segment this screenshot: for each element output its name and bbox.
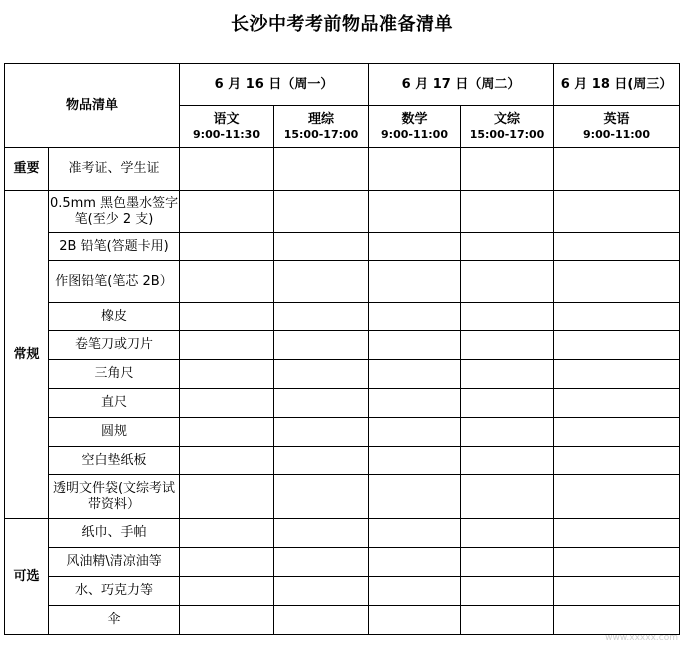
check-cell[interactable] (554, 233, 680, 261)
check-cell[interactable] (180, 331, 274, 360)
check-cell[interactable] (554, 519, 680, 548)
check-cell[interactable] (461, 606, 554, 635)
subject-name: 英语 (603, 111, 630, 127)
check-cell[interactable] (180, 548, 274, 577)
check-cell[interactable] (369, 148, 461, 191)
check-cell[interactable] (369, 303, 461, 331)
item-label: 直尺 (49, 389, 180, 418)
check-cell[interactable] (461, 261, 554, 303)
check-cell[interactable] (274, 418, 369, 447)
check-cell[interactable] (369, 191, 461, 233)
check-cell[interactable] (461, 548, 554, 577)
check-cell[interactable] (369, 447, 461, 475)
day-header-2: 6 月 17 日（周二） (369, 64, 554, 106)
check-cell[interactable] (180, 475, 274, 519)
item-label: 空白垫纸板 (49, 447, 180, 475)
item-label: 作图铅笔(笔芯 2B） (49, 261, 180, 303)
check-cell[interactable] (369, 606, 461, 635)
item-label: 准考证、学生证 (49, 148, 180, 191)
check-cell[interactable] (369, 331, 461, 360)
check-cell[interactable] (274, 447, 369, 475)
check-cell[interactable] (461, 577, 554, 606)
subject-header-3 (369, 106, 461, 148)
items-header: 物品清单 (5, 64, 180, 148)
check-cell[interactable] (369, 233, 461, 261)
check-cell[interactable] (274, 548, 369, 577)
check-cell[interactable] (554, 577, 680, 606)
check-cell[interactable] (180, 233, 274, 261)
subject-header-5 (554, 106, 680, 148)
check-cell[interactable] (554, 475, 680, 519)
check-cell[interactable] (180, 148, 274, 191)
check-cell[interactable] (369, 475, 461, 519)
check-cell[interactable] (369, 418, 461, 447)
check-cell[interactable] (554, 303, 680, 331)
check-cell[interactable] (461, 519, 554, 548)
check-cell[interactable] (554, 331, 680, 360)
check-cell[interactable] (554, 606, 680, 635)
check-cell[interactable] (369, 389, 461, 418)
subject-header-2 (274, 106, 369, 148)
subject-name: 理综 (308, 111, 335, 127)
subject-header-4 (461, 106, 554, 148)
check-cell[interactable] (461, 475, 554, 519)
check-cell[interactable] (180, 389, 274, 418)
document-title: 长沙中考考前物品准备清单 (231, 14, 453, 35)
check-cell[interactable] (180, 191, 274, 233)
item-label: 橡皮 (49, 303, 180, 331)
check-cell[interactable] (554, 191, 680, 233)
check-cell[interactable] (554, 447, 680, 475)
check-cell[interactable] (461, 331, 554, 360)
check-cell[interactable] (274, 519, 369, 548)
subject-time: 9:00-11:30 (193, 127, 260, 141)
check-cell[interactable] (180, 303, 274, 331)
item-label: 2B 铅笔(答题卡用) (49, 233, 180, 261)
check-cell[interactable] (461, 191, 554, 233)
category-regular: 常规 (5, 191, 49, 519)
check-cell[interactable] (180, 447, 274, 475)
check-cell[interactable] (180, 519, 274, 548)
watermark: www.xxxxx.com (605, 633, 678, 643)
check-cell[interactable] (461, 389, 554, 418)
check-cell[interactable] (274, 148, 369, 191)
subject-time: 9:00-11:00 (583, 127, 650, 141)
subject-time: 15:00-17:00 (283, 127, 359, 141)
check-cell[interactable] (461, 148, 554, 191)
check-cell[interactable] (369, 519, 461, 548)
check-cell[interactable] (461, 233, 554, 261)
day-header-3: 6 月 18 日(周三） (554, 64, 680, 106)
category-important: 重要 (5, 148, 49, 191)
check-cell[interactable] (274, 475, 369, 519)
subject-name: 数学 (401, 111, 428, 127)
subject-time: 15:00-17:00 (469, 127, 545, 141)
check-cell[interactable] (369, 577, 461, 606)
item-label: 圆规 (49, 418, 180, 447)
check-cell[interactable] (180, 577, 274, 606)
check-cell[interactable] (369, 261, 461, 303)
checklist-table (4, 63, 680, 635)
check-cell[interactable] (461, 447, 554, 475)
item-label: 0.5mm 黑色墨水签字笔(至少 2 支) (49, 191, 180, 233)
check-cell[interactable] (274, 606, 369, 635)
check-cell[interactable] (180, 418, 274, 447)
subject-name: 语文 (213, 111, 240, 127)
check-cell[interactable] (274, 191, 369, 233)
check-cell[interactable] (554, 418, 680, 447)
check-cell[interactable] (274, 389, 369, 418)
check-cell[interactable] (554, 389, 680, 418)
check-cell[interactable] (180, 606, 274, 635)
check-cell[interactable] (554, 360, 680, 389)
check-cell[interactable] (554, 261, 680, 303)
check-cell[interactable] (369, 360, 461, 389)
check-cell[interactable] (461, 360, 554, 389)
check-cell[interactable] (274, 360, 369, 389)
check-cell[interactable] (274, 577, 369, 606)
check-cell[interactable] (274, 303, 369, 331)
check-cell[interactable] (369, 548, 461, 577)
check-cell[interactable] (461, 418, 554, 447)
item-label: 三角尺 (49, 360, 180, 389)
check-cell[interactable] (554, 148, 680, 191)
item-label: 水、巧克力等 (49, 577, 180, 606)
item-label: 卷笔刀或刀片 (49, 331, 180, 360)
item-label: 伞 (49, 606, 180, 635)
check-cell[interactable] (554, 548, 680, 577)
subject-header-1 (180, 106, 274, 148)
item-label: 风油精\清凉油等 (49, 548, 180, 577)
subject-time: 9:00-11:00 (381, 127, 448, 141)
day-header-1: 6 月 16 日（周一） (180, 64, 369, 106)
item-label: 透明文件袋(文综考试带资料） (49, 475, 180, 519)
check-cell[interactable] (461, 303, 554, 331)
category-optional: 可选 (5, 519, 49, 635)
check-cell[interactable] (274, 331, 369, 360)
check-cell[interactable] (180, 360, 274, 389)
check-cell[interactable] (274, 261, 369, 303)
subject-name: 文综 (494, 111, 521, 127)
item-label: 纸巾、手帕 (49, 519, 180, 548)
check-cell[interactable] (274, 233, 369, 261)
check-cell[interactable] (180, 261, 274, 303)
